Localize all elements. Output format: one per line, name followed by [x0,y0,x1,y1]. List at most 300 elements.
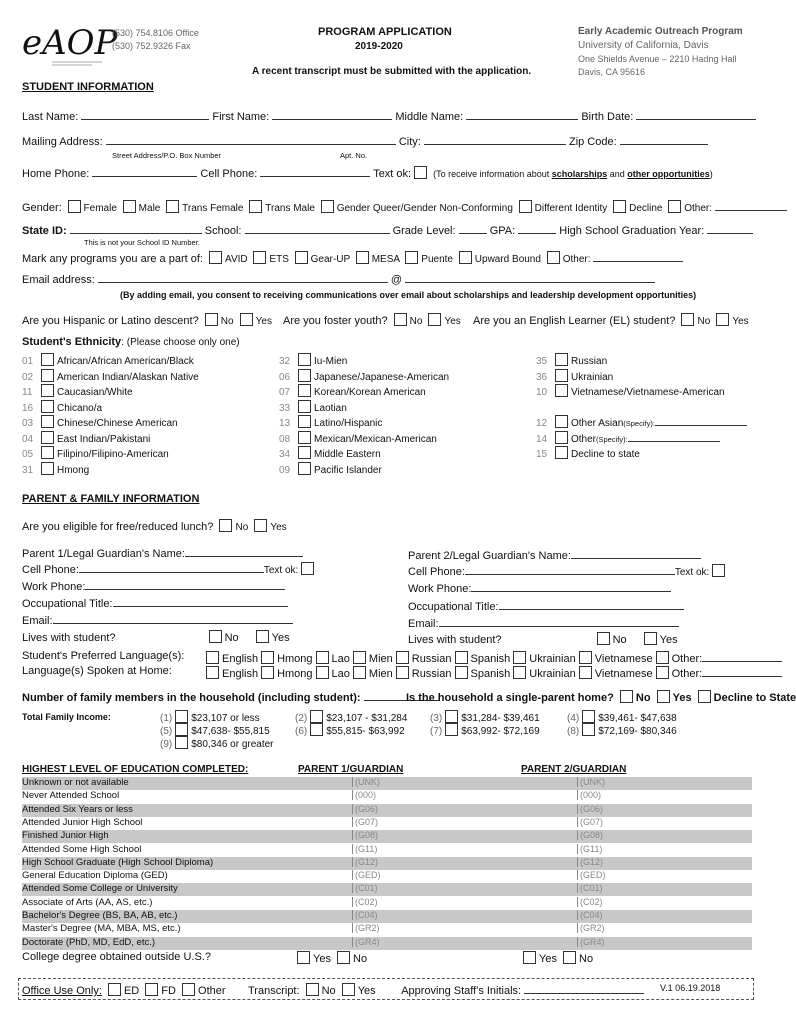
language-option: Ukrainian [529,653,576,665]
gender-queer-checkbox[interactable] [321,200,334,213]
ethnicity-checkbox[interactable] [41,400,54,413]
yes-label: Yes [255,316,272,327]
form-version: V.1 06.19.2018 [660,983,721,993]
income-checkbox[interactable] [175,736,188,749]
spoken-language-checkbox[interactable] [206,666,219,679]
approving-label: Approving Staff's Initials: [401,985,522,997]
parent2-education-option[interactable] [577,817,616,828]
parent1-education-option[interactable] [352,883,391,894]
spoken-language-checkbox[interactable] [396,666,409,679]
no-label: No [321,985,336,997]
program-other-checkbox[interactable] [547,251,560,264]
ethnicity-checkbox[interactable] [298,415,311,428]
ethnicity-checkbox[interactable] [298,353,311,366]
spoken-language-checkbox[interactable] [455,666,468,679]
income-checkbox[interactable] [310,710,323,723]
gender-trans-male-checkbox[interactable] [249,200,262,213]
gender-male-checkbox[interactable] [123,200,136,213]
parent1-education-option[interactable] [352,937,391,948]
email-label: Email address: [22,274,95,286]
ethnicity-option [22,384,133,398]
income-option [160,710,260,724]
spoken-language-checkbox[interactable] [316,666,329,679]
org-name: Early Academic Outreach Program [578,26,743,37]
language-option: Mien [368,653,393,665]
education-level: Doctorate (PhD, MD, EdD, etc.) [22,936,156,948]
income-checkbox[interactable] [310,723,323,736]
yes-label: Yes [672,692,692,704]
parent2-education-option[interactable] [577,870,616,881]
city-label: City: [398,136,421,148]
cell-phone-label: Cell Phone: [200,168,258,180]
education-code: (C04) [577,910,616,920]
education-level: Bachelor's Degree (BS, BA, AB, etc.) [22,910,178,921]
apt-hint: Apt. No. [340,151,368,160]
text-ok-note-a: (To receive information about [433,169,552,179]
single-parent-no-checkbox[interactable] [620,690,633,703]
program-option: Upward Bound [474,254,541,265]
hs-grad-year-field[interactable] [707,223,753,234]
ethnicity-code: 33 [279,402,291,414]
ethnicity-label: Japanese/Japanese-American [314,371,450,383]
p2-lives-yes-checkbox[interactable] [644,632,657,645]
ethnicity-code: 12 [536,418,548,429]
parent1-column-header: PARENT 1/GUARDIAN [298,764,404,775]
parent2-education-option[interactable] [577,790,616,801]
single-parent-label: Is the household a single-parent home? [406,692,614,704]
education-code: (C01) [577,883,616,893]
spoken-language-checkbox[interactable] [353,666,366,679]
preferred-language-checkbox[interactable] [656,651,669,664]
p1-work-label: Work Phone: [22,581,86,593]
p1-lives-label: Lives with student? [22,632,116,644]
program-option: Gear-UP [310,254,350,265]
ethnicity-code: 36 [536,371,548,383]
income-checkbox[interactable] [582,723,595,736]
language-option: Vietnamese [594,653,653,665]
language-option: English [222,653,259,665]
no-label: No [353,953,368,965]
program-gearup-checkbox[interactable] [295,251,308,264]
education-code: (G07) [352,817,391,827]
lunch-no-checkbox[interactable] [219,519,232,532]
language-option: Spanish [470,668,511,680]
p1-occupation-field[interactable] [113,596,288,607]
single-parent-decline-checkbox[interactable] [698,690,711,703]
p1-occupation-label: Occupational Title: [22,598,113,610]
income-code: (7) [430,726,443,737]
first-name-field[interactable] [272,109,392,120]
ethnicity-option [279,462,382,476]
text-ok-note-b: scholarships [551,169,608,179]
family-section-title: PARENT & FAMILY INFORMATION [22,493,200,505]
p1-lives-no-checkbox[interactable] [209,630,222,643]
preferred-language-other-field[interactable] [702,651,782,662]
p2-cell-field[interactable] [465,564,675,575]
parent2-education-option[interactable] [577,897,616,908]
ethnicity-title: Student's Ethnicity [22,336,122,348]
education-code: (C02) [352,897,391,907]
text-ok-note-d: other opportunities [627,169,710,179]
email-user-field[interactable] [98,272,388,283]
ethnicity-option [536,369,613,383]
p2-name-label: Parent 2/Legal Guardian's Name: [408,550,571,562]
ethnicity-option [279,369,449,383]
income-range: $23,107 or less [191,713,260,724]
education-code: (000) [577,790,616,800]
state-id-field[interactable] [70,223,202,234]
zip-label: Zip Code: [568,136,617,148]
education-level: Unknown or not available [22,777,129,788]
email-domain-field[interactable] [405,272,655,283]
email-consent: (By adding email, you consent to receiving communications over email about scholarships and leadership development opportunities) [120,290,697,300]
ethnicity-checkbox[interactable] [298,400,311,413]
ethnicity-checkbox[interactable] [298,384,311,397]
income-checkbox[interactable] [582,710,595,723]
last-name-label: Last Name: [22,111,79,123]
grade-field[interactable] [459,223,487,234]
lunch-question: Are you eligible for free/reduced lunch? [22,521,214,533]
hispanic-no-checkbox[interactable] [205,313,218,326]
ethnicity-checkbox[interactable] [555,353,568,366]
other-checkbox[interactable] [182,983,195,996]
school-field[interactable] [245,223,390,234]
ed-checkbox[interactable] [108,983,121,996]
family-members-label: Number of family members in the household (including student): [22,692,361,704]
hs-grad-year-label: High School Graduation Year: [559,225,705,237]
p2-cell-label: Cell Phone: [408,566,465,578]
program-puente-checkbox[interactable] [405,251,418,264]
parent1-education-option[interactable] [352,817,391,828]
cell-phone-field[interactable] [260,166,370,177]
p1-cell-field[interactable] [79,562,264,573]
parent2-education-option[interactable] [577,883,616,894]
fax-phone: (530) 752.9326 Fax [112,41,191,51]
home-phone-field[interactable] [92,166,197,177]
income-checkbox[interactable] [445,723,458,736]
language-option: Russian [411,668,452,680]
program-avid-checkbox[interactable] [209,251,222,264]
parent1-education-option[interactable] [352,910,391,921]
ethnicity-label: Latino/Hispanic [314,418,383,429]
no-label: No [697,316,711,327]
lunch-yes-checkbox[interactable] [254,519,267,532]
parent1-education-option[interactable] [352,870,391,881]
p1-outside-yes-checkbox[interactable] [297,951,310,964]
ethnicity-option [279,400,347,414]
parent1-education-option[interactable] [352,844,391,855]
program-ets-checkbox[interactable] [253,251,266,264]
ethnicity-checkbox[interactable] [41,431,54,444]
el-question: Are you an English Learner (EL) student? [473,315,676,327]
ethnicity-option [536,415,747,429]
el-no-checkbox[interactable] [681,313,694,326]
income-option [567,723,677,737]
last-name-field[interactable] [81,109,209,120]
parent1-education-option[interactable] [352,923,391,934]
income-checkbox[interactable] [175,710,188,723]
no-label: No [579,953,594,965]
program-option: AVID [225,254,248,265]
single-parent-yes-checkbox[interactable] [657,690,670,703]
income-code: (2) [295,713,308,724]
education-code: (G11) [352,844,391,854]
state-id-label: State ID: [22,225,67,237]
gpa-field[interactable] [518,223,556,234]
ethnicity-specify-field[interactable] [628,431,720,442]
approving-initials-field[interactable] [524,983,644,994]
education-row [22,790,752,803]
ethnicity-option [279,415,382,429]
ethnicity-checkbox[interactable] [41,384,54,397]
gender-different-checkbox[interactable] [519,200,532,213]
ethnicity-option [22,431,150,445]
income-option [567,710,677,724]
income-option [430,710,540,724]
education-row [22,910,752,923]
ethnicity-code: 10 [536,387,548,398]
gender-trans-female-checkbox[interactable] [166,200,179,213]
ethnicity-checkbox[interactable] [298,431,311,444]
yes-label: Yes [444,316,461,327]
ethnicity-label: African/African American/Black [57,356,194,367]
p1-name-field[interactable] [185,546,303,557]
education-code: (G12) [352,857,391,867]
ethnicity-checkbox[interactable] [41,353,54,366]
spoken-language-checkbox[interactable] [513,666,526,679]
ethnicity-code: 11 [22,387,33,398]
p1-email-label: Email: [22,615,53,627]
ethnicity-checkbox[interactable] [298,369,311,382]
ethnicity-label: Other Asian [571,418,624,429]
ethnicity-label: Vietnamese/Vietnamese-American [571,387,725,398]
yes-label: Yes [271,632,290,644]
language-option: English [222,668,259,680]
preferred-language-checkbox[interactable] [396,651,409,664]
parent1-education-option[interactable] [352,777,391,788]
ethnicity-code: 03 [22,418,34,429]
p1-lives-yes-checkbox[interactable] [256,630,269,643]
education-code: (GR2) [352,923,391,933]
gender-option: Different Identity [534,203,608,214]
education-row [22,870,752,883]
yes-label: Yes [313,953,331,965]
gender-other-checkbox[interactable] [668,200,681,213]
education-code: (GR2) [577,923,616,933]
preferred-language-checkbox[interactable] [206,651,219,664]
zip-field[interactable] [620,134,708,145]
parent2-education-option[interactable] [577,777,616,788]
p1-name-label: Parent 1/Legal Guardian's Name: [22,548,185,560]
ethnicity-checkbox[interactable] [555,369,568,382]
p2-occupation-field[interactable] [499,599,684,610]
parent2-education-option[interactable] [577,844,616,855]
email-at: @ [390,274,403,286]
hispanic-question: Are you Hispanic or Latino descent? [22,315,199,327]
income-code: (3) [430,713,443,724]
ethnicity-checkbox[interactable] [41,369,54,382]
preferred-language-checkbox[interactable] [353,651,366,664]
parent1-education-option[interactable] [352,857,391,868]
ethnicity-checkbox[interactable] [555,384,568,397]
spoken-language-checkbox[interactable] [261,666,274,679]
program-other-field[interactable] [593,251,683,262]
language-option: Hmong [277,653,313,665]
income-checkbox[interactable] [175,723,188,736]
preferred-language-checkbox[interactable] [513,651,526,664]
education-code: (G07) [577,817,616,827]
office-use-label: Office Use Only: [22,985,102,997]
education-row [22,817,752,830]
p2-text-ok-checkbox[interactable] [712,564,725,577]
parent1-education-option[interactable] [352,897,391,908]
p1-outside-no-checkbox[interactable] [337,951,350,964]
income-range: $47,638- $55,815 [191,726,270,737]
p1-text-ok-checkbox[interactable] [301,562,314,575]
transcript-no-checkbox[interactable] [306,983,319,996]
income-option [430,723,540,737]
education-code: (GED) [352,870,391,880]
mailing-address-label: Mailing Address: [22,136,103,148]
p2-name-field[interactable] [571,548,701,559]
language-option: Lao [331,668,350,680]
spoken-language-other-field[interactable] [702,666,782,677]
gender-other-field[interactable] [715,200,787,211]
fd-checkbox[interactable] [145,983,158,996]
decline-label: Decline to State [713,692,796,704]
office-phone: (530) 754.8106 Office [112,28,199,38]
income-code: (9) [160,739,173,750]
parent1-education-option[interactable] [352,830,391,841]
foster-yes-checkbox[interactable] [428,313,441,326]
parent2-education-option[interactable] [577,857,616,868]
program-mesa-checkbox[interactable] [356,251,369,264]
ethnicity-label: Korean/Korean American [314,387,426,398]
preferred-language-checkbox[interactable] [455,651,468,664]
ethnicity-specify-field[interactable] [655,415,747,426]
first-name-label: First Name: [212,111,270,123]
education-title: HIGHEST LEVEL OF EDUCATION COMPLETED: [22,764,249,775]
p2-outside-yes-checkbox[interactable] [523,951,536,964]
education-level: Never Attended School [22,790,120,802]
preferred-language-checkbox[interactable] [261,651,274,664]
ethnicity-label: Chicano/a [57,402,103,414]
ethnicity-checkbox[interactable] [555,446,568,459]
ethnicity-option [22,369,199,383]
middle-name-field[interactable] [466,109,578,120]
ethnicity-label: Other [571,433,597,445]
parent1-education-option[interactable] [352,790,391,801]
no-label: No [409,316,423,327]
income-label: Total Family Income: [22,712,111,722]
text-ok-checkbox[interactable] [414,166,427,179]
ethnicity-code: 31 [22,464,34,476]
city-field[interactable] [424,134,566,145]
p2-lives-no-checkbox[interactable] [597,632,610,645]
program-option: Other: [562,254,591,265]
gender-option: Trans Male [265,203,315,214]
parent2-column-header: PARENT 2/GUARDIAN [521,764,627,775]
gender-decline-checkbox[interactable] [613,200,626,213]
gender-option: Gender Queer/Gender Non-Conforming [336,203,513,214]
p1-work-field[interactable] [85,579,285,590]
education-code: (C04) [352,910,391,920]
ethnicity-label: Laotian [314,402,347,414]
preferred-language-checkbox[interactable] [316,651,329,664]
ethnicity-checkbox[interactable] [555,431,568,444]
ethnicity-option [536,353,607,367]
el-yes-checkbox[interactable] [716,313,729,326]
parent2-education-option[interactable] [577,937,616,948]
spoken-language-checkbox[interactable] [656,666,669,679]
ethnicity-checkbox[interactable] [41,415,54,428]
parent2-education-option[interactable] [577,923,616,934]
ethnicity-checkbox[interactable] [298,462,311,475]
ethnicity-option [22,462,89,476]
language-option: Ukrainian [529,668,576,680]
hispanic-yes-checkbox[interactable] [240,313,253,326]
language-option: Hmong [277,668,313,680]
yes-label: Yes [659,634,678,646]
ethnicity-code: 16 [22,402,34,414]
p2-work-field[interactable] [471,581,671,592]
spoken-language-checkbox[interactable] [579,666,592,679]
gender-female-checkbox[interactable] [68,200,81,213]
ethnicity-checkbox[interactable] [555,415,568,428]
text-ok-note-c: and [607,169,628,179]
org-address-2: Davis, CA 95616 [578,67,646,77]
programs-label: Mark any programs you are a part of: [22,253,203,265]
ethnicity-checkbox[interactable] [298,446,311,459]
education-row [22,804,752,817]
program-upward-bound-checkbox[interactable] [459,251,472,264]
education-code: (GR4) [577,937,616,947]
income-range: $63,992- $72,169 [461,726,540,737]
school-label: School: [204,225,242,237]
state-id-hint: This is not your School ID Number. [84,238,200,247]
middle-name-label: Middle Name: [395,111,464,123]
preferred-language-checkbox[interactable] [579,651,592,664]
parent1-education-option[interactable] [352,804,391,815]
text-ok-label: Text ok: [373,168,412,180]
p2-outside-no-checkbox[interactable] [563,951,576,964]
student-section-title: STUDENT INFORMATION [22,81,154,93]
parent2-education-option[interactable] [577,804,616,815]
ethnicity-checkbox[interactable] [41,462,54,475]
no-label: No [635,692,651,704]
income-checkbox[interactable] [445,710,458,723]
education-code: (G06) [352,804,391,814]
ethnicity-label: Decline to state [571,449,640,460]
education-level: Attended Some High School [22,843,142,855]
p2-lives-label: Lives with student? [408,634,502,646]
gender-option: Decline [629,203,663,214]
parent2-education-option[interactable] [577,910,616,921]
p2-email-field[interactable] [439,616,679,627]
gender-option: Female [83,203,117,214]
income-range: $72,169- $80,346 [598,726,677,737]
education-level: Attended Six Years or less [22,803,133,815]
mailing-address-field[interactable] [106,134,396,145]
p1-email-field[interactable] [53,613,293,624]
parent2-education-option[interactable] [577,830,616,841]
birth-date-field[interactable] [636,109,756,120]
education-row [22,937,752,950]
foster-no-checkbox[interactable] [394,313,407,326]
ethnicity-checkbox[interactable] [41,446,54,459]
education-code: (000) [352,790,391,800]
transcript-yes-checkbox[interactable] [342,983,355,996]
